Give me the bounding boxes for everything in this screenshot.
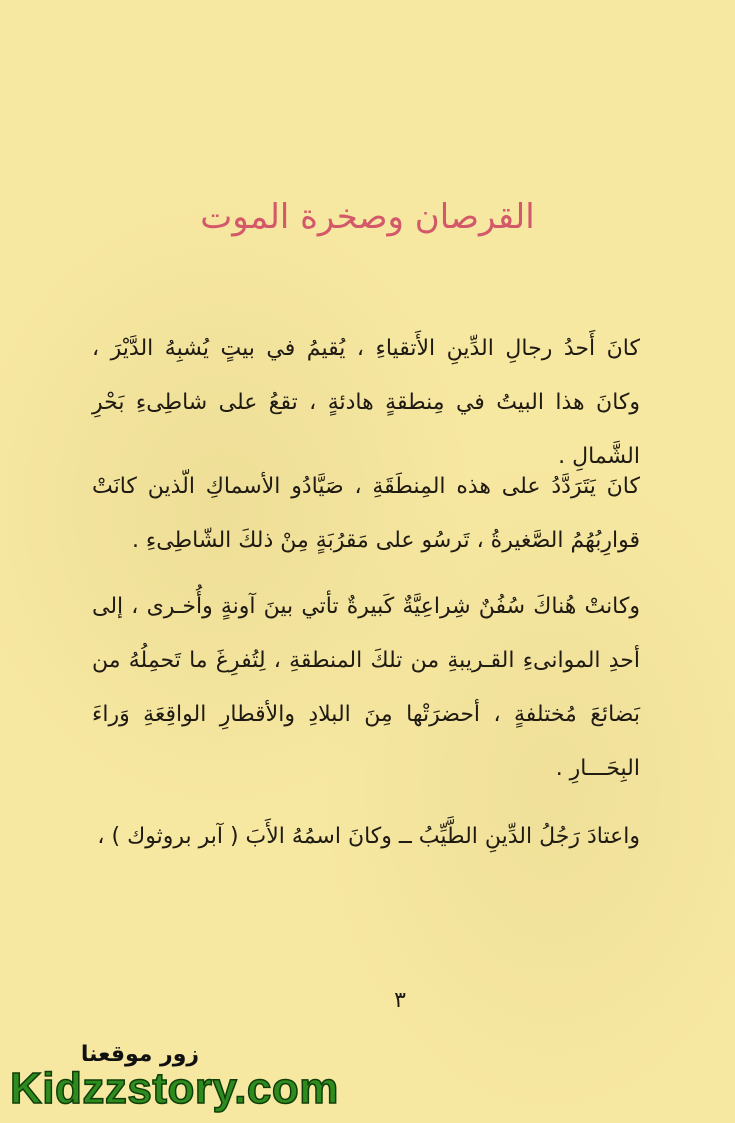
story-paragraph: كانَ يَتَرَدَّدُ على هذه المِنطَقَةِ ، صَيَّادُو الأسماكِ الّذين كانَتْ قوارِبُهُمُ الصَّغيرةُ ، تَرسُو على مَقرُبَةٍ مِنْ ذلكَ الشّاطِىءِ .	[92, 474, 640, 553]
story-paragraph: واعتادَ رَجُلُ الدِّينِ الطَّيِّبُ ــ وكانَ اسمُهُ الأَبَ ( آبر بروثوك ) ،	[97, 824, 640, 849]
page-number: ٣	[394, 988, 406, 1013]
story-paragraph: كانَ أَحدُ رجالِ الدِّينِ الأَتقياءِ ، يُقيمُ في بيتٍ يُشبِهُ الدَّيْرَ ، وكانَ هذا البيتُ في مِنطقةٍ هادئةٍ ، تقعُ على شاطِىءِ بَحْرِ الشَّمالِ .	[92, 336, 640, 469]
promo-label: زور موقعنا	[80, 1042, 200, 1067]
story-paragraph: وكانتْ هُناكَ سُفُنٌ شِراعِيَّةٌ كَبيرةٌ تأتي بينَ آونةٍ وأُخـرى ، إلى أحدِ الموانىءِ القـريبةِ من تلكَ المنطقةِ ، لِتُفرِغَ ما تَحمِلُهُ من بَضائعَ مُختلفةٍ ، أحضرَتْها مِنَ البلادِ والأقطارِ الواقِعَةِ وَراءَ البِحَـــارِ .	[92, 594, 640, 781]
site-logo: Kidzzstory.com	[10, 1064, 339, 1113]
page-title: القرصان وصخرة الموت	[200, 197, 535, 237]
